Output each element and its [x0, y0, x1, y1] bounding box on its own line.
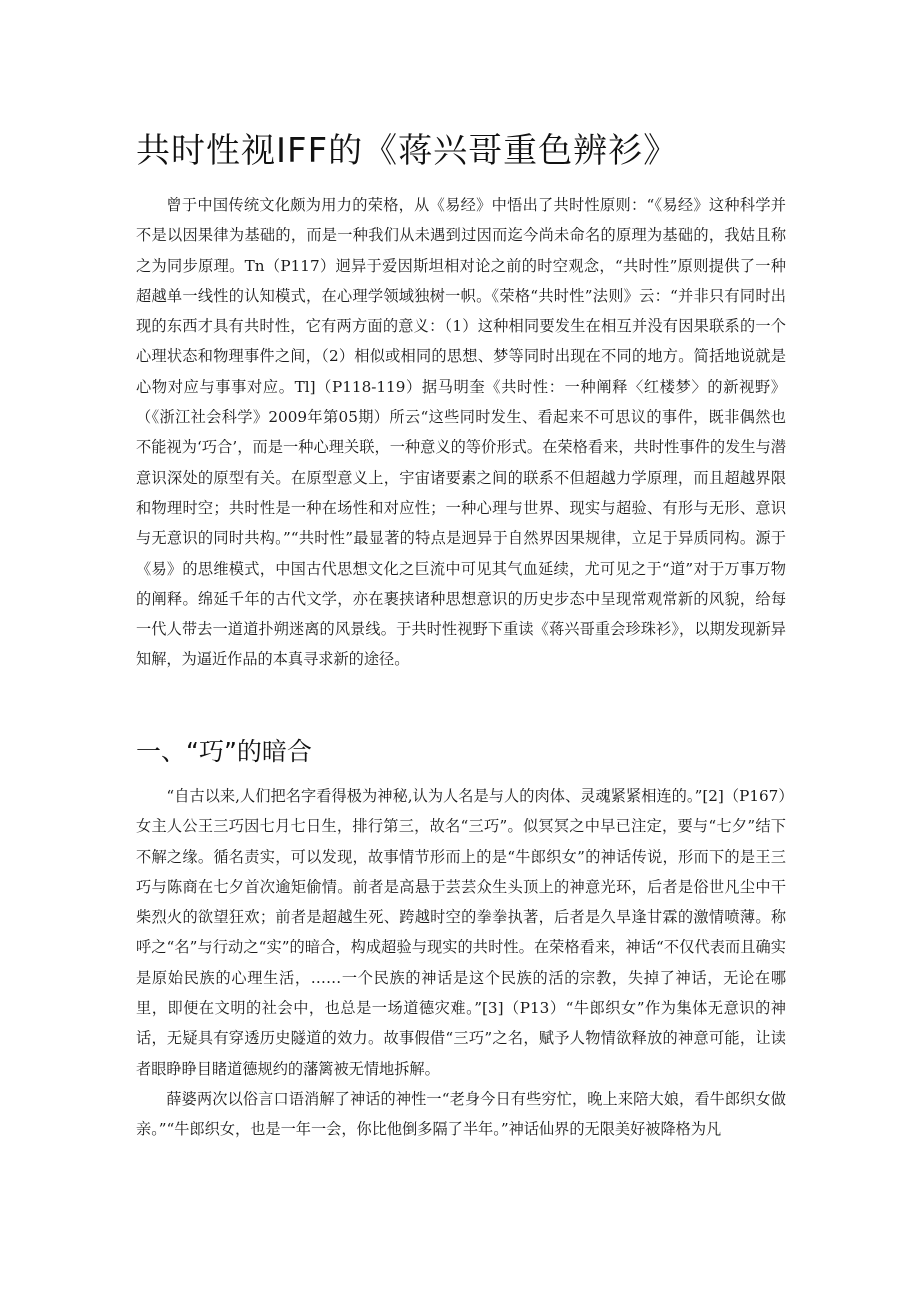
intro-paragraph: 曾于中国传统文化颇为用力的荣格，从《易经》中悟出了共时性原则：“《易经》这种科学并不是以因果律为基础的，而是一种我们从未遇到过因而迄今尚未命名的原理为基础的，我姑且称之为同步原理。Tn（P117）迥异于爱因斯坦相对论之前的时空观念，“共时性”原则提供了一种超越单一线性的认知模式，在心理学领域独树一帜。《荣格“共时性”法则》云：“并非只有同时出现的东西才具有共时性，它有两方面的意义：（1）这种相同要发生在相互并没有因果联系的一个心理状态和物理事件之间，（2）相似或相同的思想、梦等同时出现在不同的地方。简括地说就是心物对应与事事对应。Tl]（P118-119）据马明奎《共时性：一种阐释〈红楼梦〉的新视野》（《浙江社会科学》2009年第05期）所云“这些同时发生、看起来不可思议的事件，既非偶然也不能视为‘巧合’，而是一种心理关联，一种意义的等价形式。在荣格看来，共时性事件的发生与潜意识深处的原型有关。在原型意义上，宇宙诸要素之间的联系不但超越力学原理，而且超越界限和物理时空；共时性是一种在场性和对应性；一种心理与世界、现实与超验、有形与无形、意识与无意识的同时共构。”“共时性”最显著的特点是迥异于自然界因果规律，立足于异质同构。源于《易》的思维模式，中国古代思想文化之巨流中可见其气血延续，尤可见之于“道”对于万事万物的阐释。绵延千年的古代文学，亦在裹挟诸种思想意识的历史步态中呈现常观常新的风貌，给每一代人带去一道道扑朔迷离的风景线。于共时性视野下重读《蒋兴哥重会珍珠衫》，以期发现新异知解，为逼近作品的本真寻求新的途径。: [136, 196, 786, 669]
section-body: [136, 781, 786, 1145]
intro-section: [136, 190, 786, 675]
document-title: 共时性视IFF的《蒋兴哥重色辨衫》: [136, 131, 679, 171]
body-paragraph: 薛婆两次以俗言口语消解了神话的神性一“老身今日有些穷忙，晚上来陪大娘，看牛郎织女做亲。”“牛郎织女，也是一年一会，你比他倒多隔了半年。”神话仙界的无限美好被降格为凡: [136, 1089, 786, 1139]
section-heading: 一、“巧”的暗合: [136, 737, 312, 766]
body-paragraph: “自古以来,人们把名字看得极为神秘,认为人名是与人的肉体、灵魂紧紧相连的。”[2]（P167）女主人公王三巧因七月七日生，排行第三，故名“三巧”。似冥冥之中早已注定，要与“七夕”结下不解之缘。循名责实，可以发现，故事情节形而上的是“牛郎织女”的神话传说，形而下的是王三巧与陈商在七夕首次逾矩偷情。前者是高悬于芸芸众生头顶上的神意光环，后者是俗世凡尘中干柴烈火的欲望狂欢；前者是超越生死、跨越时空的拳拳执著，后者是久旱逢甘霖的激情喷薄。称呼之“名”与行动之“实”的暗合，构成超验与现实的共时性。在荣格看来，神话“不仅代表而且确实是原始民族的心理生活，……一个民族的神话是这个民族的活的宗教，失掉了神话，无论在哪里，即便在文明的社会中，也总是一场道德灾难。”[3]（P13）“牛郎织女”作为集体无意识的神话，无疑具有穿透历史隧道的效力。故事假借“三巧”之名，赋予人物情欲释放的神意可能，让读者眼睁睁目睹道德规约的藩篱被无情地拆解。: [136, 787, 786, 1078]
